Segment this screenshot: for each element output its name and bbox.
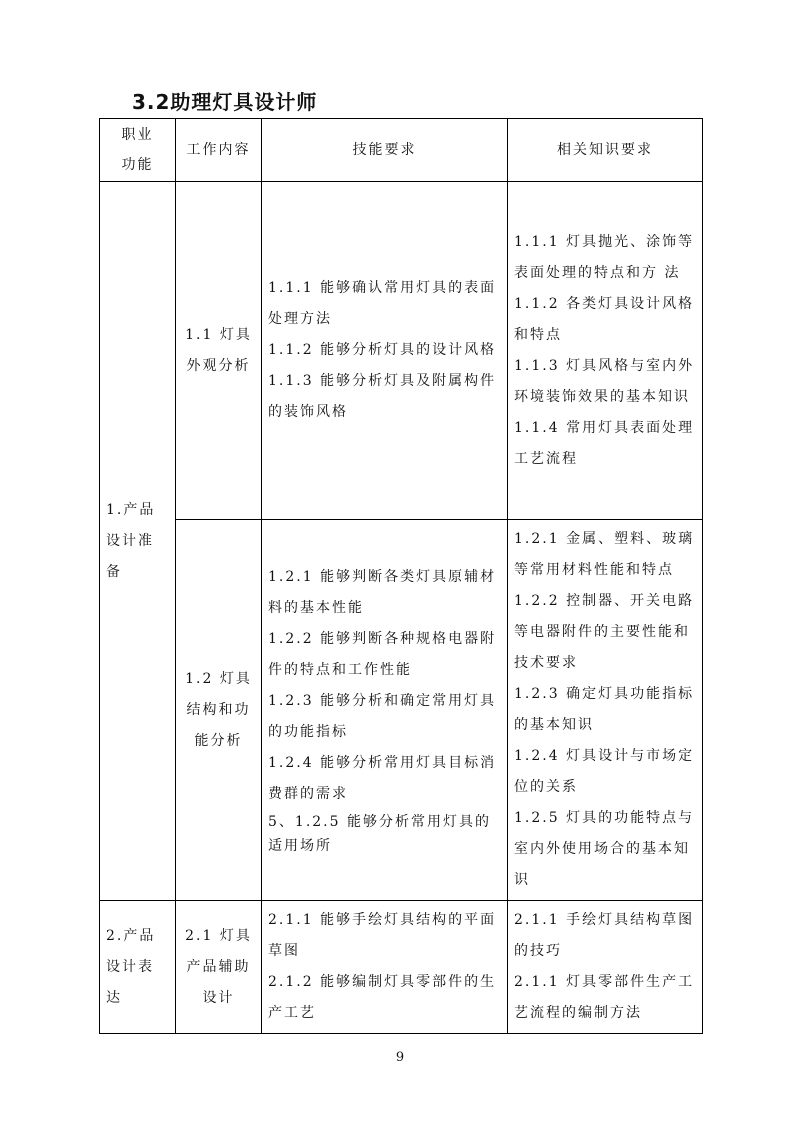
work-content-line: 设计 [202,989,235,1006]
knowledge-item: 1.2.4 灯具设计与市场定位的关系 [514,748,695,795]
knowledge-item: 1.2.3 确定灯具功能指标的基本知识 [514,686,695,733]
work-content-line: 1.1 灯具 [185,326,252,343]
skills-cell [262,901,508,1034]
work-content-line: 2.1 灯具 [185,927,252,944]
skill-item: 1.2.1 能够判断各类灯具原辅材料的基本性能 [268,569,497,616]
work-content-line: 外观分析 [186,357,251,374]
knowledge-cell [508,901,703,1034]
knowledge-cell [508,520,703,901]
function-label-line: 2.产品 [106,927,156,944]
work-content-line: 1.2 灯具 [185,670,252,687]
work-content-line: 产品辅助 [186,958,251,975]
page-number: 9 [395,1050,405,1065]
knowledge-item: 1.2.5 灯具的功能特点与室内外使用场合的基本知识 [514,810,695,888]
skill-item: 2.1.2 能够编制灯具零部件的生产工艺 [268,974,497,1021]
skill-item: 1.2.3 能够分析和确定常用灯具的功能指标 [268,693,497,740]
work-content-cell [176,901,262,1034]
skill-item: 2.1.1 能够手绘灯具结构的平面草图 [268,912,497,959]
knowledge-cell [508,182,703,520]
table-row [100,182,703,520]
function-label-line: 备 [106,563,122,580]
table-row [100,520,703,901]
knowledge-item: 1.1.4 常用灯具表面处理工艺流程 [514,419,695,467]
skill-item: 1.1.1 能够确认常用灯具的表面处理方法 [268,280,497,327]
work-content-line: 结构和功 [186,701,251,718]
skill-item: 1.1.3 能够分析灯具及附属构件的装饰风格 [268,373,497,420]
function-cell-1 [100,182,176,901]
skills-table [99,118,703,1034]
skill-item: 1.2.4 能够分析常用灯具目标消费群的需求 [268,755,497,802]
skills-cell [262,182,508,520]
knowledge-item: 1.1.2 各类灯具设计风格和特点 [514,295,695,343]
header-skills: 技能要求 [262,119,508,182]
knowledge-item: 1.1.1 灯具抛光、涂饰等表面处理的特点和方 法 [514,233,695,281]
function-label-line: 设计准 [106,532,154,549]
work-content-cell [176,182,262,520]
function-label-line: 达 [106,989,122,1006]
skill-item: 1.1.2 能够分析灯具的设计风格 [268,342,497,358]
section-title: 3.2助理灯具设计师 [132,90,318,114]
skills-cell [262,520,508,901]
knowledge-item: 1.2.1 金属、塑料、玻璃等常用材料性能和特点 [514,531,695,578]
work-content-cell [176,520,262,901]
skill-item: 1.2.2 能够判断各种规格电器附件的特点和工作性能 [268,631,497,678]
header-knowledge: 相关知识要求 [508,119,703,182]
header-function-line-2: 功能 [121,157,154,173]
table-row [100,901,703,1034]
skill-item: 5、1.2.5 能够分析常用灯具的适用场所 [268,814,491,854]
function-label-line: 1.产品 [106,501,156,518]
header-function-line-1: 职业 [121,127,154,143]
header-work-content: 工作内容 [176,119,262,182]
knowledge-item: 2.1.1 手绘灯具结构草图的技巧 [514,912,695,959]
header-function [100,119,176,182]
knowledge-item: 2.1.1 灯具零部件生产工艺流程的编制方法 [514,974,695,1021]
header-row [100,119,703,182]
function-label-line: 设计表 [106,958,154,975]
knowledge-item: 1.1.3 灯具风格与室内外环境装饰效果的基本知识 [514,357,695,405]
function-cell-2 [100,901,176,1034]
knowledge-item: 1.2.2 控制器、开关电路等电器附件的主要性能和技术要求 [514,593,695,671]
work-content-line: 能分析 [194,732,243,749]
